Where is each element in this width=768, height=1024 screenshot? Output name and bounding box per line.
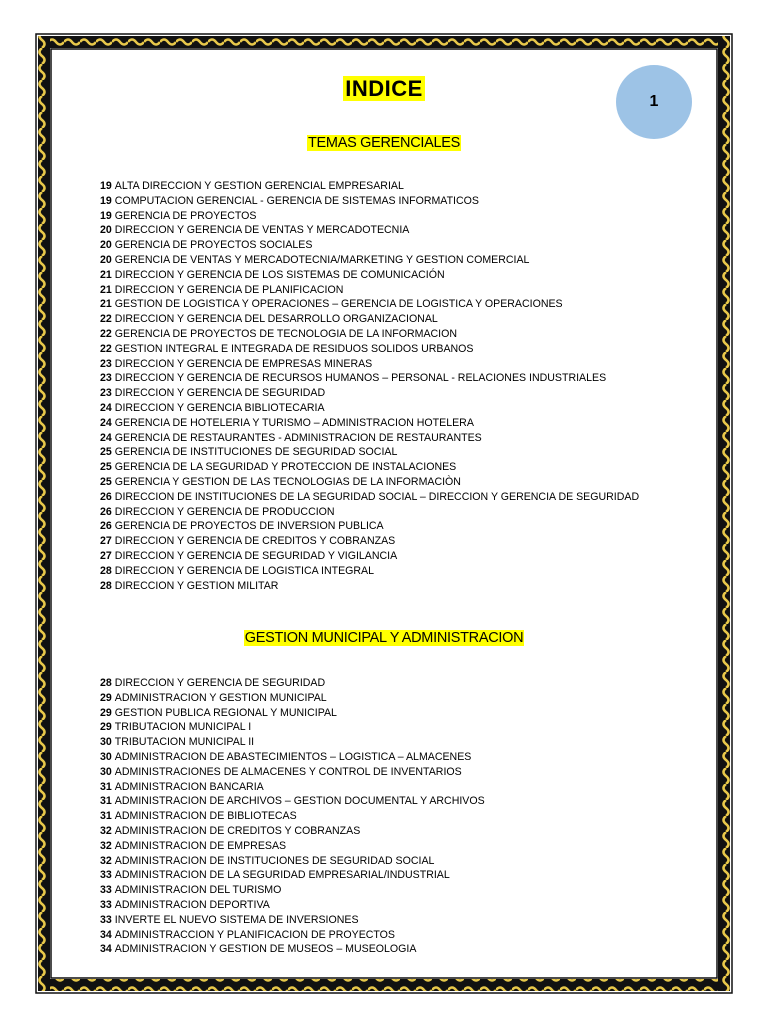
index-entry-title: GERENCIA DE RESTAURANTES - ADMINISTRACION DE RESTAURANTES — [114, 431, 482, 444]
index-entry — [100, 735, 485, 750]
index-entry-page: 20 — [100, 253, 112, 266]
index-entry-page: 22 — [100, 313, 112, 326]
index-entry-title: ADMINISTRACION DE ARCHIVOS – GESTION DOCUMENTAL Y ARCHIVOS — [114, 795, 485, 808]
index-entry-title: DIRECCION Y GERENCIA DE SEGURIDAD Y VIGILANCIA — [114, 549, 398, 562]
index-entry-title: DIRECCION Y GERENCIA DE SEGURIDAD — [114, 387, 326, 400]
index-entry-page: 22 — [100, 327, 112, 340]
index-entry-title: ADMINISTRACION BANCARIA — [114, 780, 264, 793]
index-entry-title: DIRECCION Y GERENCIA BIBLIOTECARIA — [114, 401, 325, 414]
index-entry — [100, 824, 485, 839]
index-entry-page: 33 — [100, 913, 112, 926]
index-entry-page: 22 — [100, 342, 112, 355]
index-entry-title: ADMINISTRACCION Y PLANIFICACION DE PROYECTOS — [114, 928, 395, 941]
index-entry-page: 21 — [100, 298, 112, 311]
index-entry — [100, 868, 485, 883]
index-entry — [100, 475, 639, 490]
index-entry-page: 34 — [100, 928, 112, 941]
index-entry-page: 26 — [100, 490, 112, 503]
index-entry-title: DIRECCION Y GERENCIA DE LOGISTICA INTEGRAL — [114, 564, 375, 577]
index-entry-page: 23 — [100, 372, 112, 385]
index-entry-page: 25 — [100, 446, 112, 459]
index-entry-page: 30 — [100, 765, 112, 778]
index-entry — [100, 913, 485, 928]
index-entry — [100, 854, 485, 869]
page-number-badge — [616, 65, 692, 139]
index-entry-page: 29 — [100, 691, 112, 704]
index-entry-page: 24 — [100, 401, 112, 414]
index-entry — [100, 179, 639, 194]
index-entry-page: 29 — [100, 706, 112, 719]
index-entry-page: 25 — [100, 461, 112, 474]
index-entry — [100, 431, 639, 446]
index-entry-title: DIRECCION Y GERENCIA DE PLANIFICACION — [114, 283, 344, 296]
index-entry-title: ADMINISTRACION DE ABASTECIMIENTOS – LOGISTICA – ALMACENES — [114, 750, 472, 763]
index-entry-title: GERENCIA DE PROYECTOS SOCIALES — [114, 239, 313, 252]
index-entry-title: ADMINISTRACIONES DE ALMACENES Y CONTROL DE INVENTARIOS — [114, 765, 462, 778]
index-entry-title: ADMINISTRACION DE CREDITOS Y COBRANZAS — [114, 824, 361, 837]
index-entry — [100, 238, 639, 253]
page-number: 1 — [649, 93, 659, 110]
index-entry — [100, 579, 639, 594]
index-entry-title: DIRECCION Y GERENCIA DE SEGURIDAD — [114, 677, 326, 689]
index-entry — [100, 194, 639, 209]
index-entry — [100, 297, 639, 312]
index-entry-title: DIRECCION Y GERENCIA DE VENTAS Y MERCADOTECNIA — [114, 224, 410, 237]
index-entry — [100, 898, 485, 913]
index-entry — [100, 928, 485, 943]
index-entry — [100, 268, 639, 283]
index-entry-page: 31 — [100, 780, 112, 793]
section-heading-text: GESTION MUNICIPAL Y ADMINISTRACION — [244, 630, 524, 646]
index-entry — [100, 691, 485, 706]
index-entry — [100, 490, 639, 505]
index-entry-title: GESTION INTEGRAL E INTEGRADA DE RESIDUOS SOLIDOS URBANOS — [114, 342, 474, 355]
index-entry — [100, 549, 639, 564]
index-entry — [100, 765, 485, 780]
gestion-municipal-list — [100, 676, 485, 957]
index-entry-page: 27 — [100, 549, 112, 562]
index-entry — [100, 809, 485, 824]
index-entry-title: ADMINISTRACION DEPORTIVA — [114, 898, 270, 911]
index-entry-title: ADMINISTRACION DE INSTITUCIONES DE SEGURIDAD SOCIAL — [114, 854, 435, 867]
index-entry — [100, 371, 639, 386]
index-entry-page: 32 — [100, 839, 112, 852]
index-entry — [100, 839, 485, 854]
index-entry-page: 25 — [100, 475, 112, 488]
index-entry-title: GERENCIA DE PROYECTOS — [114, 209, 257, 222]
index-entry-page: 33 — [100, 898, 112, 911]
index-entry-title: GERENCIA DE LA SEGURIDAD Y PROTECCION DE INSTALACIONES — [114, 461, 457, 474]
index-entry-title: DIRECCION Y GERENCIA DEL DESARROLLO ORGANIZACIONAL — [114, 313, 438, 326]
index-entry — [100, 505, 639, 520]
index-entry — [100, 401, 639, 416]
index-entry — [100, 283, 639, 298]
index-entry-title: ALTA DIRECCION Y GESTION GERENCIAL EMPRESARIAL — [114, 180, 404, 192]
index-entry — [100, 780, 485, 795]
index-entry-page: 24 — [100, 431, 112, 444]
index-entry-title: DIRECCION Y GERENCIA DE RECURSOS HUMANOS – PERSONAL - RELACIONES INDUSTRIALES — [114, 372, 607, 385]
index-entry-title: ADMINISTRACION Y GESTION MUNICIPAL — [114, 691, 327, 704]
index-entry-page: 21 — [100, 283, 112, 296]
index-entry-title: GESTION PUBLICA REGIONAL Y MUNICIPAL — [114, 706, 337, 719]
index-entry-page: 28 — [100, 564, 112, 577]
index-entry-title: ADMINISTRACION DEL TURISMO — [114, 884, 282, 897]
index-entry-page: 19 — [100, 209, 112, 222]
index-entry-title: GERENCIA DE INSTITUCIONES DE SEGURIDAD SOCIAL — [114, 446, 398, 459]
index-entry-title: DIRECCION DE INSTITUCIONES DE LA SEGURIDAD SOCIAL – DIRECCION Y GERENCIA DE SEGURIDAD — [114, 490, 640, 503]
index-entry — [100, 445, 639, 460]
index-entry-page: 31 — [100, 795, 112, 808]
index-entry-page: 28 — [100, 677, 112, 689]
index-entry-page: 23 — [100, 357, 112, 370]
section-heading-temas-gerenciales — [0, 134, 768, 152]
temas-gerenciales-list — [100, 179, 639, 593]
index-entry-title: GERENCIA DE PROYECTOS DE INVERSION PUBLICA — [114, 520, 384, 533]
index-entry — [100, 794, 485, 809]
index-entry-page: 34 — [100, 943, 112, 956]
index-entry — [100, 416, 639, 431]
index-entry — [100, 386, 639, 401]
index-entry-page: 26 — [100, 505, 112, 518]
index-entry-page: 30 — [100, 750, 112, 763]
index-entry — [100, 534, 639, 549]
index-entry-title: COMPUTACION GERENCIAL - GERENCIA DE SISTEMAS INFORMATICOS — [114, 194, 479, 207]
index-entry-page: 19 — [100, 180, 112, 192]
index-entry-page: 24 — [100, 416, 112, 429]
index-entry — [100, 327, 639, 342]
index-entry — [100, 209, 639, 224]
index-entry-page: 20 — [100, 239, 112, 252]
index-entry — [100, 942, 485, 957]
index-entry-page: 23 — [100, 387, 112, 400]
index-entry — [100, 460, 639, 475]
index-entry-title: ADMINISTRACION DE BIBLIOTECAS — [114, 810, 297, 823]
index-entry — [100, 223, 639, 238]
index-entry — [100, 676, 485, 691]
index-entry-title: TRIBUTACION MUNICIPAL I — [114, 721, 252, 734]
index-entry-title: ADMINISTRACION DE EMPRESAS — [114, 839, 287, 852]
index-entry — [100, 883, 485, 898]
index-entry-page: 29 — [100, 721, 112, 734]
index-entry-title: DIRECCION Y GERENCIA DE CREDITOS Y COBRANZAS — [114, 535, 396, 548]
index-entry — [100, 720, 485, 735]
index-entry — [100, 519, 639, 534]
index-entry — [100, 312, 639, 327]
index-entry-title: DIRECCION Y GERENCIA DE EMPRESAS MINERAS — [114, 357, 373, 370]
index-entry-title: DIRECCION Y GERENCIA DE LOS SISTEMAS DE COMUNICACIÓN — [114, 268, 445, 281]
index-title-text: INDICE — [345, 76, 423, 101]
index-entry — [100, 357, 639, 372]
index-entry — [100, 750, 485, 765]
section-heading-gestion-municipal — [0, 629, 768, 647]
index-entry-page: 31 — [100, 810, 112, 823]
index-entry — [100, 564, 639, 579]
section-heading-text: TEMAS GERENCIALES — [307, 135, 461, 151]
index-entry-title: GESTION DE LOGISTICA Y OPERACIONES – GERENCIA DE LOGISTICA Y OPERACIONES — [114, 298, 563, 311]
index-entry-title: GERENCIA Y GESTION DE LAS TECNOLOGIAS DE LA INFORMACIÒN — [114, 475, 461, 488]
index-entry-title: GERENCIA DE PROYECTOS DE TECNOLOGIA DE LA INFORMACION — [114, 327, 458, 340]
index-entry-page: 28 — [100, 579, 112, 592]
index-entry-title: ADMINISTRACION Y GESTION DE MUSEOS – MUSEOLOGIA — [114, 943, 417, 956]
index-entry-page: 26 — [100, 520, 112, 533]
index-entry — [100, 342, 639, 357]
index-entry-title: GERENCIA DE VENTAS Y MERCADOTECNIA/MARKETING Y GESTION COMERCIAL — [114, 253, 530, 266]
index-entry-title: ADMINISTRACION DE LA SEGURIDAD EMPRESARIAL/INDUSTRIAL — [114, 869, 450, 882]
index-entry-page: 27 — [100, 535, 112, 548]
index-entry-page: 32 — [100, 854, 112, 867]
index-entry-title: TRIBUTACION MUNICIPAL II — [114, 736, 255, 749]
index-entry-page: 21 — [100, 268, 112, 281]
index-entry — [100, 253, 639, 268]
index-entry-title: GERENCIA DE HOTELERIA Y TURISMO – ADMINISTRACION HOTELERA — [114, 416, 474, 429]
index-entry-title: DIRECCION Y GERENCIA DE PRODUCCION — [114, 505, 335, 518]
index-entry-page: 32 — [100, 824, 112, 837]
index-entry — [100, 706, 485, 721]
index-entry-page: 20 — [100, 224, 112, 237]
index-entry-page: 33 — [100, 884, 112, 897]
index-entry-page: 33 — [100, 869, 112, 882]
index-entry-page: 30 — [100, 736, 112, 749]
index-entry-title: INVERTE EL NUEVO SISTEMA DE INVERSIONES — [114, 913, 359, 926]
index-entry-title: DIRECCION Y GESTION MILITAR — [114, 579, 279, 592]
index-entry-page: 19 — [100, 194, 112, 207]
